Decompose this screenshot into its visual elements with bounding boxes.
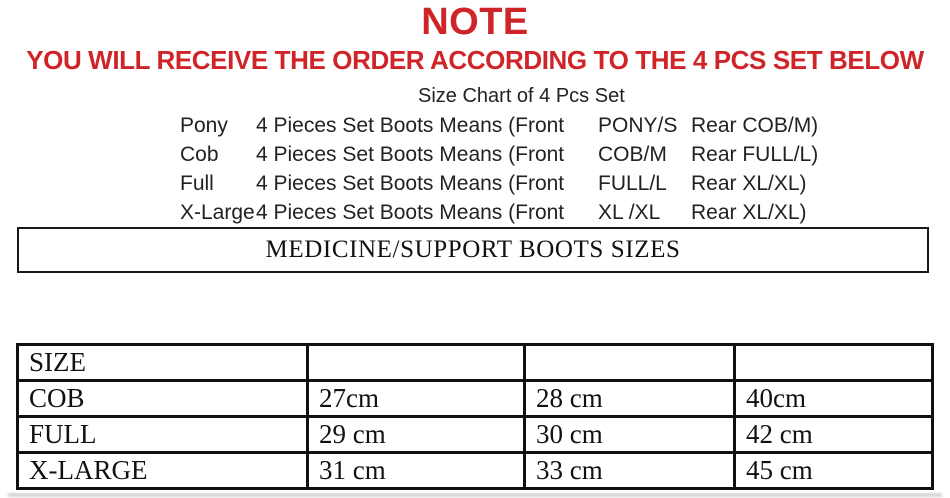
set-name: Pony xyxy=(180,114,228,137)
table-cell: SIZE xyxy=(18,345,308,381)
set-rear-size: Rear COB/M) xyxy=(691,114,819,137)
set-rear-size: Rear FULL/L) xyxy=(691,143,819,166)
table-cell: 33 cm xyxy=(525,453,735,489)
set-rear-size: Rear XL/XL) xyxy=(691,201,807,224)
table-cell xyxy=(525,345,735,381)
table-bottom-shadow xyxy=(8,493,942,497)
set-rear-size: Rear XL/XL) xyxy=(691,172,807,195)
table-cell: 45 cm xyxy=(735,453,933,489)
table-cell: FULL xyxy=(18,417,308,453)
table-cell: 28 cm xyxy=(525,381,735,417)
size-chart-heading: Size Chart of 4 Pcs Set xyxy=(418,85,625,107)
table-cell: 27cm xyxy=(308,381,525,417)
table-cell: 40cm xyxy=(735,381,933,417)
table-cell xyxy=(308,345,525,381)
table-cell: 29 cm xyxy=(308,417,525,453)
pcs-set-list xyxy=(180,111,818,227)
set-front-size: FULL/L xyxy=(598,172,667,195)
set-front-size: COB/M xyxy=(598,143,667,166)
table-cell xyxy=(735,345,933,381)
table-cell: 42 cm xyxy=(735,417,933,453)
set-description: 4 Pieces Set Boots Means (Front xyxy=(256,143,565,166)
table-cell: 31 cm xyxy=(308,453,525,489)
note-heading: NOTE xyxy=(421,1,529,43)
medicine-boots-sizes-table xyxy=(16,343,934,490)
set-name: Cob xyxy=(180,143,219,166)
banner-title: MEDICINE/SUPPORT BOOTS SIZES xyxy=(265,236,681,263)
table-row-cob xyxy=(18,381,933,417)
set-front-size: XL /XL xyxy=(598,201,661,224)
table-cell: X-LARGE xyxy=(18,453,308,489)
set-name: Full xyxy=(180,172,214,195)
table-row-size-header xyxy=(18,345,933,381)
set-name: X-Large xyxy=(180,201,255,224)
note-warning-text: YOU WILL RECEIVE THE ORDER ACCORDING TO THE 4 PCS SET BELOW xyxy=(26,45,924,75)
set-description: 4 Pieces Set Boots Means (Front xyxy=(256,114,565,137)
set-description: 4 Pieces Set Boots Means (Front xyxy=(256,172,565,195)
table-cell: COB xyxy=(18,381,308,417)
table-cell: 30 cm xyxy=(525,417,735,453)
set-description: 4 Pieces Set Boots Means (Front xyxy=(256,201,565,224)
table-row-full xyxy=(18,417,933,453)
set-front-size: PONY/S xyxy=(598,114,678,137)
medicine-boots-banner xyxy=(17,227,929,273)
table-row-xlarge xyxy=(18,453,933,489)
